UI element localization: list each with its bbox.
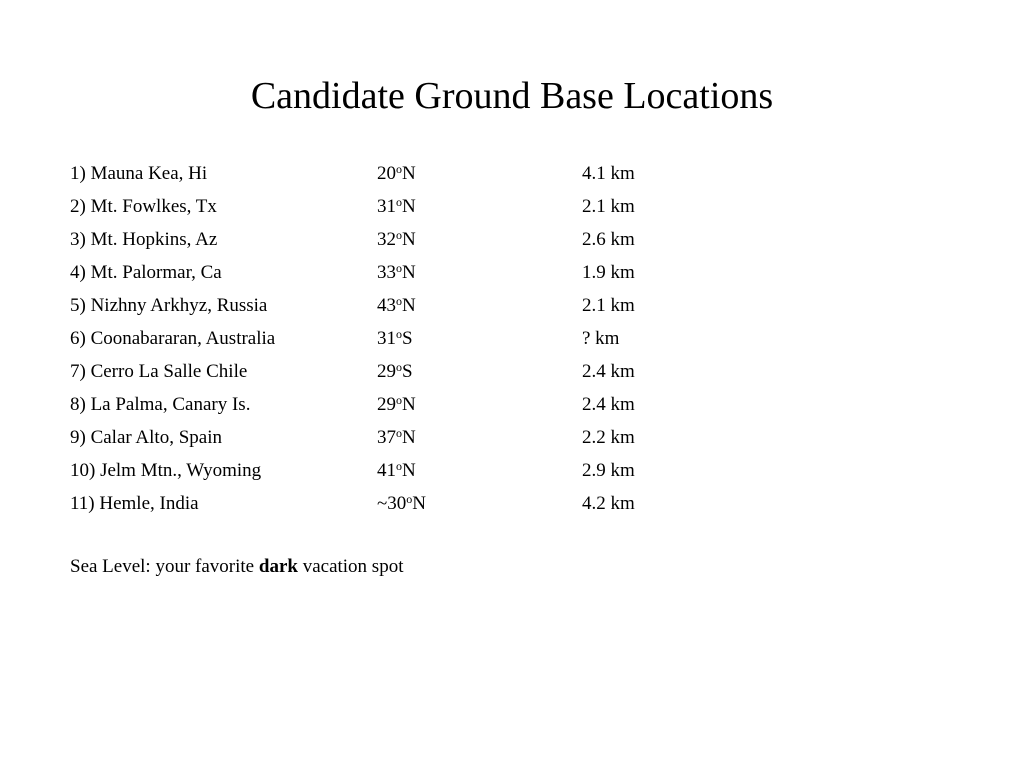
location-altitude: 1.9 km (582, 262, 635, 283)
hemisphere: N (402, 163, 416, 184)
degree-symbol: o (396, 426, 402, 440)
slide-title: Candidate Ground Base Locations (250, 75, 774, 117)
latitude-value: 33 (377, 262, 396, 283)
location-name: 8) La Palma, Canary Is. (70, 394, 251, 415)
location-altitude: 2.4 km (582, 394, 635, 415)
latitude-value: ~30 (377, 493, 407, 514)
footer-suffix: vacation spot (297, 556, 404, 577)
location-latitude (377, 388, 416, 421)
latitude-value: 37 (377, 427, 396, 448)
latitude-value: 29 (377, 361, 396, 382)
list-item (70, 322, 970, 355)
location-altitude: 4.2 km (582, 493, 635, 514)
list-item (70, 388, 970, 421)
degree-symbol: o (396, 228, 402, 242)
location-latitude (377, 157, 416, 190)
latitude-value: 32 (377, 229, 396, 250)
latitude-value: 29 (377, 394, 396, 415)
list-item (70, 454, 970, 487)
location-name: 11) Hemle, India (70, 493, 199, 514)
degree-symbol: o (396, 261, 402, 275)
location-altitude: 2.1 km (582, 196, 635, 217)
location-name: 6) Coonabararan, Australia (70, 328, 276, 349)
location-altitude: 2.9 km (582, 460, 635, 481)
degree-symbol: o (396, 459, 402, 473)
location-name: 2) Mt. Fowlkes, Tx (70, 196, 217, 217)
location-name: 4) Mt. Palormar, Ca (70, 262, 222, 283)
hemisphere: S (402, 328, 413, 349)
location-altitude: 2.2 km (582, 427, 635, 448)
location-altitude: 2.4 km (582, 361, 635, 382)
list-item (70, 256, 970, 289)
degree-symbol: o (396, 294, 402, 308)
location-latitude (377, 421, 416, 454)
degree-symbol: o (396, 195, 402, 209)
latitude-value: 20 (377, 163, 396, 184)
degree-symbol: o (406, 492, 413, 506)
list-item (70, 223, 970, 256)
location-latitude (377, 487, 426, 520)
footer-emphasis: dark (258, 556, 298, 577)
footer-prefix: Sea Level: your favorite (70, 556, 259, 577)
latitude-value: 31 (377, 196, 396, 217)
location-latitude (377, 256, 416, 289)
hemisphere: N (402, 229, 416, 250)
hemisphere: N (402, 394, 416, 415)
list-item (70, 289, 970, 322)
location-name: 9) Calar Alto, Spain (70, 427, 222, 448)
location-latitude (377, 454, 416, 487)
list-item (70, 190, 970, 223)
hemisphere: N (402, 427, 416, 448)
degree-symbol: o (396, 327, 402, 341)
degree-symbol: o (396, 393, 402, 407)
location-name: 10) Jelm Mtn., Wyoming (70, 460, 262, 481)
location-latitude (377, 322, 413, 355)
location-latitude (377, 355, 413, 388)
locations-list (70, 157, 970, 520)
latitude-value: 43 (377, 295, 396, 316)
location-altitude: ? km (582, 328, 620, 349)
list-item (70, 421, 970, 454)
footer-note (70, 550, 403, 583)
latitude-value: 41 (377, 460, 396, 481)
location-latitude (377, 223, 416, 256)
list-item (70, 487, 970, 520)
hemisphere: S (402, 361, 413, 382)
location-name: 3) Mt. Hopkins, Az (70, 229, 218, 250)
latitude-value: 31 (377, 328, 396, 349)
location-name: 1) Mauna Kea, Hi (70, 163, 208, 184)
degree-symbol: o (396, 162, 402, 176)
location-name: 7) Cerro La Salle Chile (70, 361, 248, 382)
location-latitude (377, 289, 416, 322)
location-latitude (377, 190, 416, 223)
location-name: 5) Nizhny Arkhyz, Russia (70, 295, 268, 316)
hemisphere: N (402, 196, 416, 217)
location-altitude: 2.6 km (582, 229, 635, 250)
hemisphere: N (402, 295, 416, 316)
list-item (70, 355, 970, 388)
hemisphere: N (412, 493, 427, 514)
hemisphere: N (402, 460, 416, 481)
hemisphere: N (402, 262, 416, 283)
degree-symbol: o (396, 360, 402, 374)
location-altitude: 4.1 km (582, 163, 635, 184)
list-item (70, 157, 970, 190)
location-altitude: 2.1 km (582, 295, 635, 316)
